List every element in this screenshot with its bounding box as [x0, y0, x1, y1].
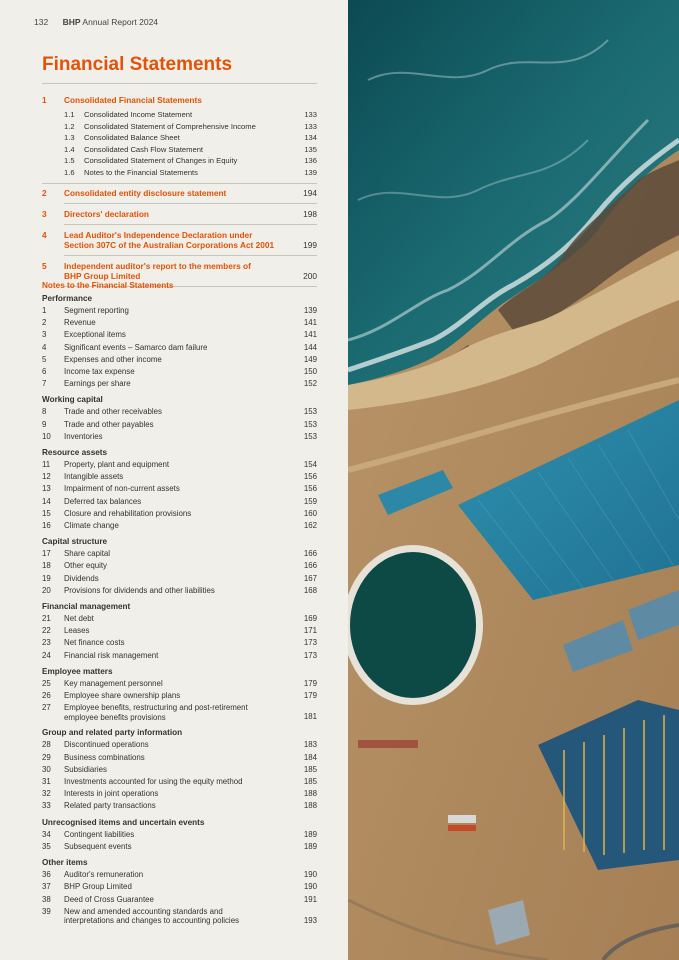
note-number: 37 [42, 882, 51, 892]
note-page: 188 [303, 801, 317, 811]
note-number: 5 [42, 354, 47, 364]
note-number: 26 [42, 691, 51, 701]
note-page: 169 [303, 614, 317, 624]
toc-subitem[interactable]: 1.4 Consolidated Cash Flow Statement 135 [64, 144, 317, 154]
note-number: 25 [42, 678, 51, 688]
note-entry[interactable] [42, 329, 317, 341]
note-title: Net debt [64, 614, 94, 624]
note-entry[interactable] [42, 690, 317, 702]
note-entry[interactable] [42, 560, 317, 572]
note-title: Income tax expense [64, 367, 135, 377]
note-page: 153 [303, 407, 317, 417]
note-entry[interactable] [42, 829, 317, 841]
note-entry[interactable] [42, 764, 317, 776]
note-title: Auditor's remuneration [64, 870, 144, 880]
notes-group-title: Group and related party information [42, 728, 183, 738]
note-page: 173 [303, 650, 317, 660]
note-title: Revenue [64, 318, 96, 328]
note-entry[interactable] [42, 508, 317, 520]
note-page: 156 [303, 484, 317, 494]
note-title [64, 702, 287, 723]
note-page: 152 [303, 379, 317, 389]
note-entry[interactable] [42, 496, 317, 508]
note-page: 159 [303, 496, 317, 506]
note-entry[interactable] [42, 776, 317, 788]
toc-section[interactable]: 1 Consolidated Financial Statements [42, 95, 202, 105]
note-page: 141 [303, 318, 317, 328]
note-entry[interactable] [42, 483, 317, 495]
notes-group-title: Capital structure [42, 537, 108, 547]
note-number: 29 [42, 752, 51, 762]
note-entry[interactable] [42, 459, 317, 471]
report-title: Annual Report 2024 [82, 17, 159, 27]
note-page: 191 [303, 894, 317, 904]
note-title [64, 906, 287, 927]
note-number: 33 [42, 801, 51, 811]
note-page: 162 [303, 521, 317, 531]
notes-group-title: Employee matters [42, 666, 113, 676]
note-number: 14 [42, 496, 51, 506]
brand-name: BHP [62, 17, 81, 27]
note-number: 2 [42, 318, 47, 328]
note-number: 38 [42, 894, 51, 904]
note-page: 160 [303, 508, 317, 518]
note-number: 15 [42, 508, 51, 518]
note-entry[interactable] [42, 406, 317, 418]
note-page: 141 [303, 330, 317, 340]
note-entry[interactable] [42, 894, 317, 906]
note-title: Net finance costs [64, 638, 125, 648]
note-page: 149 [303, 354, 317, 364]
note-number: 9 [42, 419, 47, 429]
toc-subitem[interactable]: 1.1 Consolidated Income Statement 133 [64, 110, 317, 119]
note-page: 179 [303, 691, 317, 701]
note-page: 189 [303, 841, 317, 851]
note-title: Deed of Cross Guarantee [64, 894, 154, 904]
note-page: 156 [303, 472, 317, 482]
note-entry[interactable] [42, 585, 317, 597]
note-title: Subsequent events [64, 841, 132, 851]
note-number: 11 [42, 460, 51, 470]
note-entry[interactable] [42, 881, 317, 893]
toc-subitem[interactable]: 1.3 Consolidated Balance Sheet 134 [64, 133, 317, 143]
note-page: 181 [303, 712, 317, 722]
notes-group-title: Unrecognised items and uncertain events [42, 817, 205, 827]
note-entry[interactable] [42, 419, 317, 431]
note-entry[interactable] [42, 841, 317, 853]
note-title: Expenses and other income [64, 354, 162, 364]
note-entry[interactable] [42, 431, 317, 443]
note-title: Share capital [64, 549, 111, 559]
note-title: Property, plant and equipment [64, 460, 170, 470]
note-number: 24 [42, 650, 51, 660]
toc-section[interactable]: 5 Independent auditor's report to the members of BHP Group Limited 200 [42, 260, 317, 281]
note-number: 17 [42, 549, 51, 559]
aerial-photo-image [348, 0, 679, 960]
notes-heading: Notes to the Financial Statements [42, 281, 174, 290]
running-header [34, 17, 158, 27]
note-title: Closure and rehabilitation provisions [64, 508, 192, 518]
note-title: BHP Group Limited [64, 882, 132, 892]
note-title-line: New and amended accounting standards and [64, 906, 223, 916]
note-title: Contingent liabilities [64, 829, 135, 839]
note-entry[interactable] [42, 650, 317, 662]
note-title: Financial risk management [64, 650, 159, 660]
note-title: Interests in joint operations [64, 789, 159, 799]
notes-group-title: Performance [42, 294, 93, 303]
note-title: Trade and other receivables [64, 407, 162, 417]
note-number: 3 [42, 330, 47, 340]
note-entry[interactable] [42, 378, 317, 390]
note-page: 144 [303, 342, 317, 352]
note-page: 150 [303, 367, 317, 377]
note-number: 19 [42, 573, 51, 583]
note-entry[interactable] [42, 637, 317, 649]
note-title: Impairment of non-current assets [64, 484, 180, 494]
note-page: 190 [303, 882, 317, 892]
note-title: Segment reporting [64, 306, 129, 315]
note-number: 10 [42, 431, 51, 441]
note-number: 27 [42, 703, 51, 713]
note-number: 35 [42, 841, 51, 851]
note-page: 189 [303, 829, 317, 839]
note-number: 22 [42, 626, 51, 636]
notes-group-title: Working capital [42, 395, 103, 405]
note-title: Employee share ownership plans [64, 691, 181, 701]
note-number: 23 [42, 638, 51, 648]
note-number: 28 [42, 740, 51, 750]
toc-subitem[interactable]: 1.6 Notes to the Financial Statements 139 [64, 167, 317, 177]
note-entry[interactable] [42, 800, 317, 812]
note-page: 179 [303, 678, 317, 688]
note-page: 167 [303, 573, 317, 583]
note-entry[interactable] [42, 613, 317, 625]
note-entry[interactable] [42, 573, 317, 585]
note-page: 171 [303, 626, 317, 636]
note-entry[interactable] [42, 342, 317, 354]
note-number: 13 [42, 484, 51, 494]
note-entry[interactable] [42, 548, 317, 560]
note-number: 6 [42, 367, 47, 377]
note-title: Business combinations [64, 752, 145, 762]
title-divider [42, 83, 317, 84]
note-number: 31 [42, 777, 51, 787]
notes-index [42, 281, 317, 927]
note-title: Dividends [64, 573, 99, 583]
note-title: Intangible assets [64, 472, 124, 482]
page-title: Financial Statements [42, 54, 233, 75]
note-page: 185 [303, 777, 317, 787]
note-entry[interactable] [42, 906, 317, 927]
note-title: Significant events – Samarco dam failure [64, 342, 208, 352]
note-number: 36 [42, 870, 51, 880]
page-number: 132 [34, 17, 49, 27]
note-page: 166 [303, 561, 317, 571]
note-page: 190 [303, 870, 317, 880]
note-page: 166 [303, 549, 317, 559]
note-number: 18 [42, 561, 51, 571]
note-number: 39 [42, 906, 51, 916]
note-title: Investments accounted for using the equity method [64, 777, 243, 787]
notes-groups [42, 293, 317, 927]
note-number: 32 [42, 789, 51, 799]
toc-subitem[interactable]: 1.2 Consolidated Statement of Comprehensive Income 133 [64, 121, 317, 131]
note-number: 4 [42, 342, 47, 352]
note-number: 21 [42, 614, 51, 624]
aerial-photo [348, 0, 679, 960]
toc-section[interactable]: 4 Lead Auditor's Independence Declaration under Section 307C of the Australian Corporations Act 2001 199 [42, 229, 317, 250]
note-entry[interactable] [42, 354, 317, 366]
note-entry[interactable] [42, 366, 317, 378]
note-number: 12 [42, 472, 51, 482]
note-title: Discontinued operations [64, 740, 149, 750]
note-entry[interactable] [42, 625, 317, 637]
note-number: 30 [42, 764, 51, 774]
note-title: Related party transactions [64, 801, 156, 811]
note-page: 183 [303, 740, 317, 750]
note-entry[interactable] [42, 752, 317, 764]
toc-section[interactable]: 2 Consolidated entity disclosure statement 194 [42, 187, 317, 198]
note-number: 7 [42, 379, 47, 389]
notes-group-title: Resource assets [42, 448, 108, 458]
notes-group-title: Financial management [42, 602, 131, 612]
note-page: 184 [303, 752, 317, 762]
note-entry[interactable] [42, 869, 317, 881]
note-page: 168 [303, 585, 317, 595]
note-entry[interactable] [42, 305, 317, 317]
note-page: 193 [303, 915, 317, 925]
note-number: 34 [42, 829, 51, 839]
note-entry[interactable] [42, 702, 317, 723]
note-number: 16 [42, 521, 51, 531]
note-title: Leases [64, 626, 90, 636]
note-title: Subsidiaries [64, 764, 107, 774]
note-page: 153 [303, 431, 317, 441]
note-page: 154 [303, 460, 317, 470]
note-title: Other equity [64, 561, 107, 571]
note-entry[interactable] [42, 739, 317, 751]
note-title: Key management personnel [64, 678, 163, 688]
note-entry[interactable] [42, 678, 317, 690]
note-title: Inventories [64, 431, 103, 441]
notes-group-title: Other items [42, 858, 88, 868]
note-title: Deferred tax balances [64, 496, 142, 506]
note-page: 173 [303, 638, 317, 648]
note-page: 139 [303, 306, 317, 315]
note-page: 185 [303, 764, 317, 774]
note-number: 20 [42, 585, 51, 595]
note-title: Earnings per share [64, 379, 131, 389]
note-page: 153 [303, 419, 317, 429]
note-title-line: Employee benefits, restructuring and post-retirement [64, 703, 248, 713]
note-entry[interactable] [42, 471, 317, 483]
note-entry[interactable] [42, 520, 317, 532]
note-number: 1 [42, 306, 47, 315]
note-title: Trade and other payables [64, 419, 154, 429]
note-number: 8 [42, 407, 47, 417]
toc-subitem[interactable]: 1.5 Consolidated Statement of Changes in Equity 136 [64, 156, 317, 166]
note-page: 188 [303, 789, 317, 799]
table-of-contents [42, 95, 317, 287]
toc-section[interactable]: 3 Directors' declaration 198 [42, 208, 317, 219]
note-title: Provisions for dividends and other liabilities [64, 585, 215, 595]
note-title: Climate change [64, 521, 119, 531]
note-entry[interactable] [42, 788, 317, 800]
note-entry[interactable] [42, 317, 317, 329]
note-title-line: employee benefits provisions [64, 712, 166, 722]
note-title: Exceptional items [64, 330, 126, 340]
note-title-line: interpretations and changes to accounting policies [64, 916, 240, 926]
